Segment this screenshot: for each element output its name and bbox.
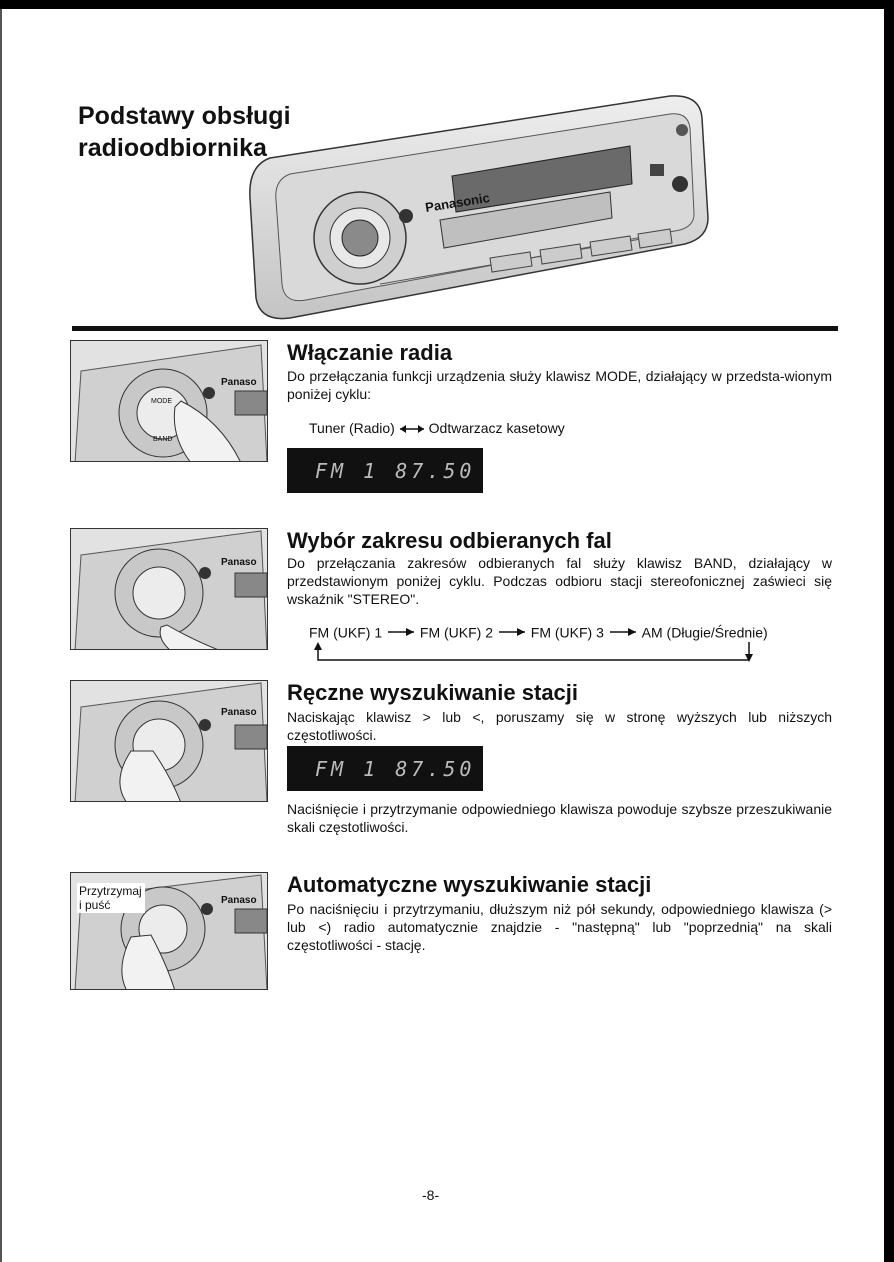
band-cycle-fm1: FM (UKF) 1 bbox=[309, 624, 383, 641]
cycle-tuner: Tuner (Radio) bbox=[309, 420, 395, 436]
right-border bbox=[884, 0, 894, 1262]
auto-text: Po naciśnięciu i przytrzymaniu, dłuższym niż pół sekundy, odpowiedniego klawisza (> lub <) radio automatycznie znajdzie - "następną" lub "poprzednią" na skali częstotliwości - stację. bbox=[287, 901, 832, 953]
thumb-brand: Panaso bbox=[221, 377, 257, 388]
manual-text-2: Naciśnięcie i przytrzymanie odpowiedniego klawisza powoduje szybsze przeszukiwanie skali częstotliwości. bbox=[287, 801, 832, 835]
lcd-display-1: FM 1 87.50 bbox=[287, 448, 483, 493]
heading-band: Wybór zakresu odbieranych fal bbox=[287, 528, 612, 553]
band-cycle-fm3: FM (UKF) 3 bbox=[530, 624, 604, 641]
double-arrow-icon bbox=[399, 424, 425, 434]
top-border bbox=[0, 0, 894, 9]
thumb-brand: Panaso bbox=[221, 557, 257, 568]
cycle-cassette: Odtwarzacz kasetowy bbox=[428, 420, 565, 436]
heading-auto: Automatyczne wyszukiwanie stacji bbox=[287, 872, 652, 897]
page-number: -8- bbox=[422, 1187, 440, 1203]
lcd-display-2: FM 1 87.50 bbox=[287, 746, 483, 791]
thumbnail-band-press bbox=[70, 528, 268, 650]
page-title-line2: radioodbiornika bbox=[78, 134, 267, 162]
heading-manual: Ręczne wyszukiwanie stacji bbox=[287, 680, 579, 705]
manual-text: Naciskając klawisz > lub <, poruszamy się w stronę wyższych lub niższych częstotliwości. bbox=[287, 709, 832, 743]
arrow-right-icon bbox=[497, 627, 527, 637]
cycle-return-arrow-icon bbox=[312, 640, 756, 664]
band-cycle-am: AM (Długie/Średnie) bbox=[641, 624, 768, 641]
page-title-line1: Podstawy obsługi bbox=[78, 102, 291, 130]
heading-radio-on: Włączanie radia bbox=[287, 340, 453, 365]
band-cycle bbox=[309, 622, 768, 641]
arrow-right-icon bbox=[386, 627, 416, 637]
car-radio-illustration bbox=[230, 88, 710, 322]
thumb-brand: Panaso bbox=[221, 895, 257, 906]
arrow-right-icon bbox=[608, 627, 638, 637]
band-text: Do przełączania zakresów odbieranych fal służy klawisz BAND, działający w przedstawionym poniżej cyklu. Podczas odbioru stacji stereofonicznej zaświeci się wskaźnik "STEREO". bbox=[287, 555, 832, 607]
hold-release-label: Przytrzymaj i puść bbox=[77, 883, 145, 913]
mode-button-label: MODE bbox=[151, 398, 172, 405]
thumbnail-manual-tune bbox=[70, 680, 268, 802]
band-button-label: BAND bbox=[153, 436, 173, 443]
thumbnail-mode-press bbox=[70, 340, 268, 462]
band-cycle-fm2: FM (UKF) 2 bbox=[419, 624, 493, 641]
left-border bbox=[0, 9, 2, 1262]
mode-cycle bbox=[309, 419, 565, 437]
section-divider bbox=[72, 326, 838, 331]
radio-on-text: Do przełączania funkcji urządzenia służy klawisz MODE, działający w przedsta-wionym poniżej cyklu: bbox=[287, 368, 832, 402]
thumb-brand: Panaso bbox=[221, 707, 257, 718]
hero-brand-label: Panasonic bbox=[424, 189, 491, 215]
